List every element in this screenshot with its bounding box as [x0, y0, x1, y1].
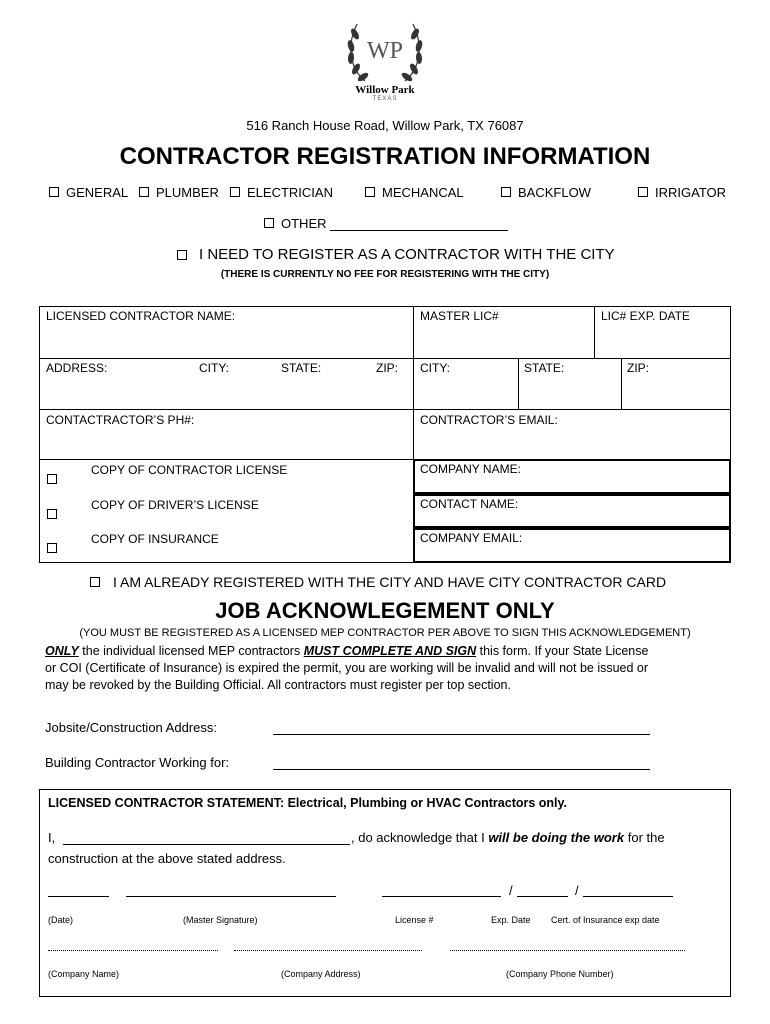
copy-license-label: COPY OF CONTRACTOR LICENSE: [91, 463, 288, 477]
statement-acknowledge: [351, 830, 665, 845]
grid-divider: [518, 358, 519, 409]
register-note: (THERE IS CURRENTLY NO FEE FOR REGISTERING WITH THE CITY): [220, 269, 550, 280]
paragraph-text: this form. If your State License: [476, 644, 649, 658]
statement-line2: construction at the above stated address.: [48, 851, 286, 866]
company-phone-caption: (Company Phone Number): [506, 969, 614, 979]
job-ack-paragraph-line3: may be revoked by the Building Official. All contractors must register per top section.: [45, 678, 511, 692]
zip-field[interactable]: ZIP:: [376, 361, 399, 375]
contractor-phone-field[interactable]: CONTACTRACTOR’S PH#:: [46, 413, 195, 427]
statement-i: I,: [48, 830, 56, 845]
grid-divider: [39, 409, 731, 410]
statement-title: LICENSED CONTRACTOR STATEMENT: Electrical, Plumbing or HVAC Contractors only.: [48, 796, 568, 810]
general-label: GENERAL: [66, 185, 129, 200]
slash-separator: /: [509, 883, 513, 898]
state-field[interactable]: STATE:: [281, 361, 322, 375]
already-registered-checkbox[interactable]: [90, 577, 100, 587]
job-ack-must-note: (YOU MUST BE REGISTERED AS A LICENSED MEP CONTRACTOR PER ABOVE TO SIGN THIS ACKNOWLEDGEMENT): [79, 627, 691, 639]
job-ack-paragraph-line1: [45, 644, 648, 658]
plumber-checkbox[interactable]: [139, 187, 149, 197]
company-email-field: COMPANY EMAIL:: [420, 531, 523, 545]
grid-divider: [594, 306, 595, 358]
license-number-input[interactable]: [382, 896, 501, 897]
jobsite-address-label: Jobsite/Construction Address:: [45, 720, 217, 735]
general-checkbox[interactable]: [49, 187, 59, 197]
copy-license-checkbox[interactable]: [47, 474, 57, 484]
statement-box: [39, 789, 731, 997]
exp-date-input[interactable]: [517, 896, 568, 897]
form-title: CONTRACTOR REGISTRATION INFORMATION: [119, 143, 651, 170]
licensed-contractor-name-field[interactable]: LICENSED CONTRACTOR NAME:: [46, 309, 236, 323]
register-checkbox[interactable]: [177, 250, 187, 260]
only-emphasis: ONLY: [45, 644, 79, 658]
electrician-label: ELECTRICIAN: [247, 185, 333, 200]
address-field[interactable]: ADDRESS:: [46, 361, 108, 375]
plumber-label: PLUMBER: [156, 185, 219, 200]
irrigator-checkbox[interactable]: [638, 187, 648, 197]
other-label: OTHER: [281, 216, 327, 231]
license-number-caption: License #: [395, 915, 434, 925]
contact-name-field: CONTACT NAME:: [420, 497, 519, 511]
contractor-email-field[interactable]: CONTRACTOR’S EMAIL:: [420, 413, 558, 427]
master-signature-caption: (Master Signature): [183, 915, 258, 925]
jobsite-address-input[interactable]: [273, 734, 650, 735]
city-field[interactable]: CITY:: [199, 361, 230, 375]
backflow-label: BACKFLOW: [518, 185, 591, 200]
grid-divider: [621, 358, 622, 409]
zip-field-2[interactable]: ZIP:: [627, 361, 650, 375]
slash-separator: /: [575, 883, 579, 898]
city-address: 516 Ranch House Road, Willow Park, TX 76087: [246, 118, 524, 133]
logo-name: Willow Park: [355, 84, 415, 96]
building-contractor-input[interactable]: [273, 769, 650, 770]
building-contractor-label: Building Contractor Working for:: [45, 755, 230, 770]
already-registered-label: I AM ALREADY REGISTERED WITH THE CITY AND HAVE CITY CONTRACTOR CARD: [113, 574, 667, 590]
city-field-2[interactable]: CITY:: [420, 361, 451, 375]
grid-divider: [39, 459, 413, 460]
copy-drivers-checkbox[interactable]: [47, 509, 57, 519]
paragraph-text: the individual licensed MEP contractors: [78, 644, 304, 658]
copy-drivers-label: COPY OF DRIVER’S LICENSE: [91, 498, 259, 512]
state-field-2[interactable]: STATE:: [524, 361, 565, 375]
exp-date-caption: Exp. Date: [491, 915, 531, 925]
will-do-work-emphasis: will be doing the work: [488, 830, 625, 845]
job-ack-title: JOB ACKNOWLEGEMENT ONLY: [215, 598, 555, 623]
date-caption: (Date): [48, 915, 74, 925]
company-name-input[interactable]: [48, 950, 218, 951]
mechanical-checkbox[interactable]: [365, 187, 375, 197]
company-phone-input[interactable]: [450, 950, 685, 951]
register-label: I NEED TO REGISTER AS A CONTRACTOR WITH THE CITY: [199, 246, 615, 263]
copy-insurance-checkbox[interactable]: [47, 543, 57, 553]
master-signature-input[interactable]: [126, 896, 336, 897]
willow-park-logo: [335, 6, 435, 106]
master-lic-field[interactable]: MASTER LIC#: [420, 309, 499, 323]
other-input-line[interactable]: [330, 230, 508, 231]
job-ack-paragraph-line2: or COI (Certificate of Insurance) is expired the permit, you are working will be invalid and will not be issued or: [45, 661, 649, 675]
svg-text:WP: WP: [367, 38, 403, 64]
company-address-caption: (Company Address): [281, 969, 361, 979]
company-address-input[interactable]: [234, 950, 422, 951]
logo-state: TEXAS: [372, 96, 398, 102]
date-input[interactable]: [48, 896, 109, 897]
contractor-name-input[interactable]: [63, 844, 350, 845]
grid-divider: [39, 358, 731, 359]
coi-exp-caption: Cert. of Insurance exp date: [551, 915, 660, 925]
mechanical-label: MECHANCAL: [382, 185, 464, 200]
must-complete-emphasis: MUST COMPLETE AND SIGN: [303, 644, 477, 658]
irrigator-label: IRRIGATOR: [655, 185, 727, 200]
company-name-caption: (Company Name): [48, 969, 120, 979]
acknowledge-text: , do acknowledge that I: [351, 830, 489, 845]
electrician-checkbox[interactable]: [230, 187, 240, 197]
copy-insurance-label: COPY OF INSURANCE: [91, 532, 219, 546]
lic-exp-date-field[interactable]: LIC# EXP. DATE: [601, 309, 690, 323]
company-name-field: COMPANY NAME:: [420, 462, 521, 476]
other-checkbox[interactable]: [264, 218, 274, 228]
coi-exp-date-input[interactable]: [583, 896, 673, 897]
backflow-checkbox[interactable]: [501, 187, 511, 197]
for-the-text: for the: [624, 830, 665, 845]
